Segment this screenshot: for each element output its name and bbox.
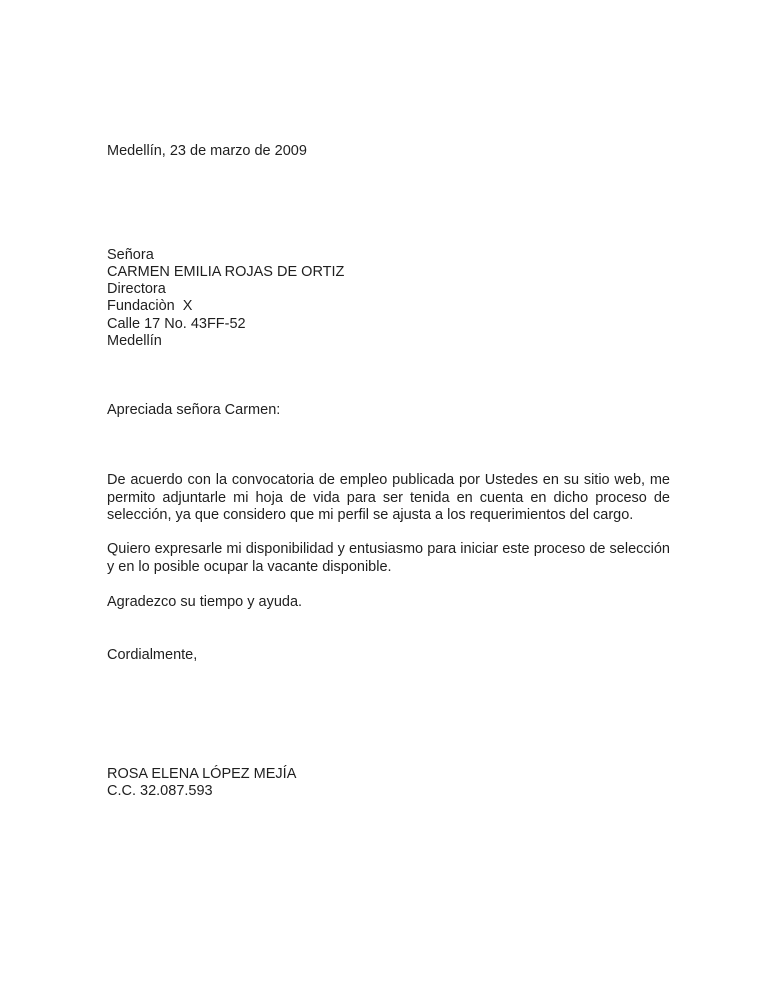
recipient-name: CARMEN EMILIA ROJAS DE ORTIZ bbox=[107, 264, 345, 280]
recipient-organization: Fundaciòn X bbox=[107, 298, 193, 314]
body-paragraph-3: Agradezco su tiempo y ayuda. bbox=[107, 594, 303, 610]
closing: Cordialmente, bbox=[107, 647, 198, 663]
signature-name: ROSA ELENA LÓPEZ MEJÍA bbox=[107, 766, 297, 782]
body-paragraph-2: Quiero expresarle mi disponibilidad y entusiasmo para iniciar este proceso de selección y en lo posible ocupar la vacante disponible. bbox=[107, 541, 670, 575]
greeting: Apreciada señora Carmen: bbox=[107, 402, 281, 418]
recipient-address: Calle 17 No. 43FF-52 bbox=[107, 316, 246, 332]
recipient-title: Señora bbox=[107, 247, 154, 263]
body-paragraph-1: De acuerdo con la convocatoria de empleo publicada por Ustedes en su sitio web, me permito adjuntarle mi hoja de vida para ser tenida en cuenta en dicho proceso de selección, ya que considero que mi perfil se ajusta a los requerimientos del cargo. bbox=[107, 472, 670, 523]
signature-id: C.C. 32.087.593 bbox=[107, 783, 213, 799]
recipient-position: Directora bbox=[107, 281, 166, 297]
recipient-city: Medellín bbox=[107, 333, 162, 349]
date-line: Medellín, 23 de marzo de 2009 bbox=[107, 143, 307, 159]
